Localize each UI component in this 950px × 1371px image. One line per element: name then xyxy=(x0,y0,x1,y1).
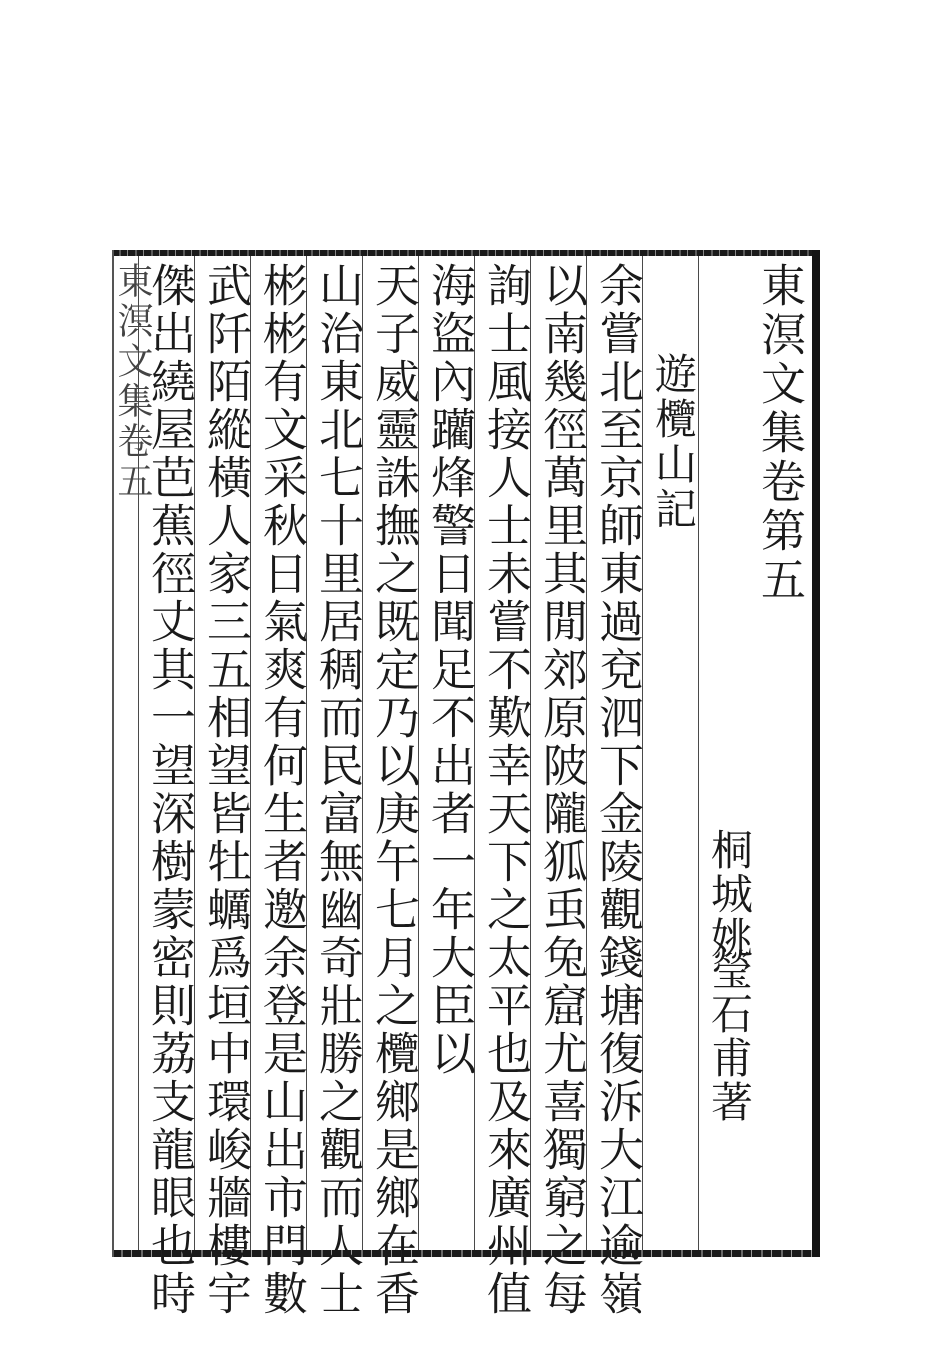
body-column-2: 以南幾徑萬里其閒郊原陂隴狐䖝兔窟尤喜獨窮之每 xyxy=(535,262,588,1318)
body-column-6: 山治東北七十里居稠而民富無幽奇壯勝之觀而人士 xyxy=(311,262,364,1318)
chapter-title: 遊欖山記 xyxy=(649,352,698,532)
body-column-7: 彬彬有文采秋日氣爽有何生者邀余登是山出市門數 xyxy=(255,262,308,1318)
frame-top-border xyxy=(112,250,820,256)
body-column-3: 詢士風接人士未嘗不歎幸天下之太平也及來廣州值 xyxy=(479,262,532,1318)
folio-label: 東溟文集卷五 xyxy=(112,262,153,502)
frame-right-border xyxy=(812,250,820,1257)
body-column-8: 武阡陌縱橫人家三五相望皆牡蠣爲垣中環峻牆樓宇 xyxy=(199,262,252,1318)
body-column-4: 海盜內躪烽警日聞足不出者一年大臣以 xyxy=(423,262,476,1078)
book-title: 東溟文集卷第五 xyxy=(753,262,806,605)
body-column-9: 傑出繞屋芭蕉徑丈其一望深樹蒙密則荔支龍眼也時 xyxy=(143,262,196,1318)
author-name: 瑩石甫著 xyxy=(705,948,754,1124)
body-column-1: 余嘗北至京師東過兗泗下金陵觀錢塘復泝大江逾嶺 xyxy=(591,262,644,1318)
body-column-5: 天子威靈誅撫之既定乃以庚午七月之欖鄉是鄉在香 xyxy=(367,262,420,1318)
author-origin: 桐城姚 xyxy=(705,828,754,960)
